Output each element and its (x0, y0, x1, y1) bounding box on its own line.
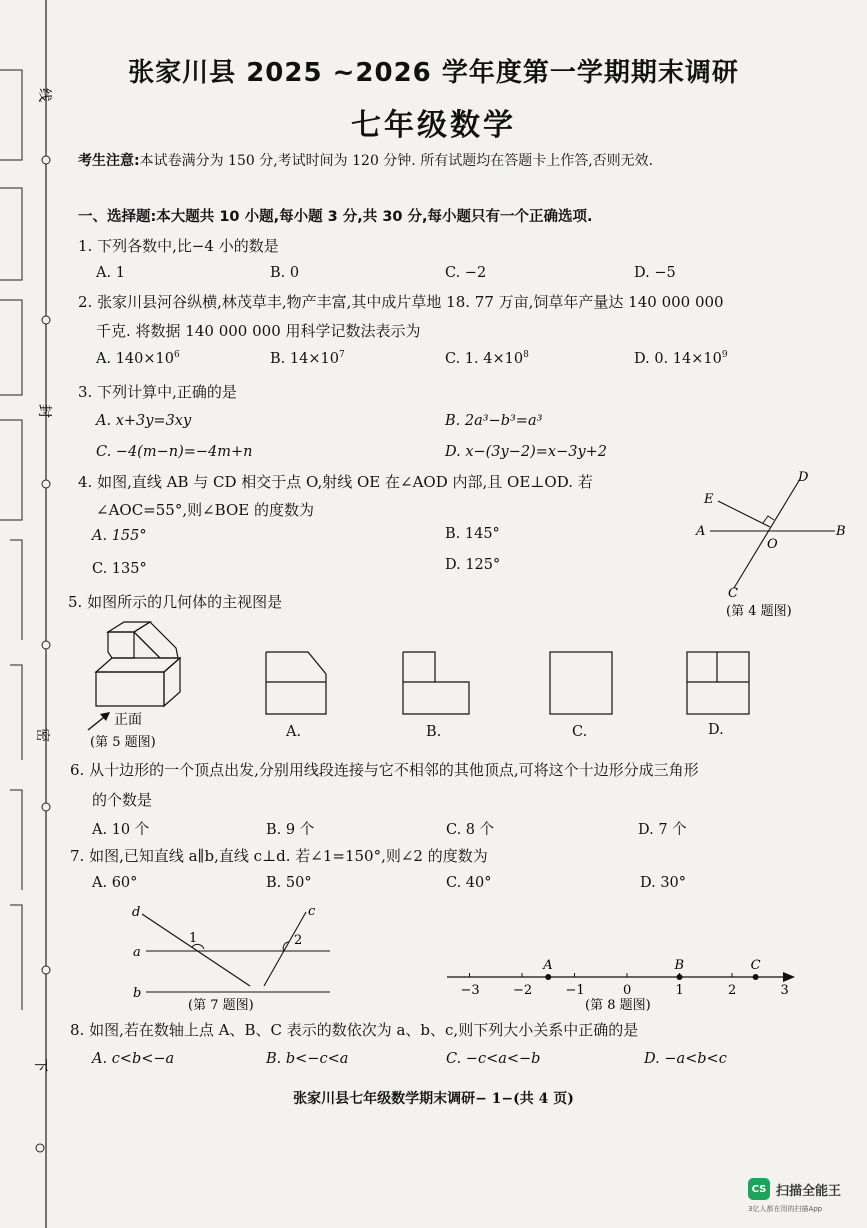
q7-option-b: B. 50° (266, 875, 312, 891)
q2-option-b: B. $14\times 10^7$ (270, 350, 345, 367)
q5-solid-figure (84, 618, 194, 750)
q7-caption: (第 7 题图) (188, 998, 254, 1013)
q6-stem-line1: 6. 从十边形的一个顶点出发,分别用线段连接与它不相邻的其他顶点,可将这个十边形分成三角形 (70, 761, 699, 779)
q8-point-b (677, 974, 683, 980)
q1-option-b: B. 0 (270, 265, 300, 281)
q8-option-d: D. −a<b<c (644, 1051, 727, 1067)
q4-label-c: C (728, 586, 738, 601)
q8-option-b: B. b<−c<a (266, 1051, 349, 1067)
q7-option-d: D. 30° (640, 875, 687, 891)
q3-option-a: A. x+3y=3xy (96, 413, 192, 429)
q3-stem: 3. 下列计算中,正确的是 (78, 383, 237, 401)
q8-point-label-b: B (674, 958, 685, 973)
q7-angle-1: 1 (189, 931, 198, 946)
q4-stem-line1: 4. 如图,直线 AB 与 CD 相交于点 O,射线 OE 在∠AOD 内部,且 OE⊥OD. 若 (78, 473, 593, 491)
notice-text: 本试卷满分为 150 分,考试时间为 120 分钟. 所有试题均在答题卡上作答,否则无效. (139, 153, 654, 169)
q5-stem: 5. 如图所示的几何体的主视图是 (68, 593, 283, 611)
q4-option-a: A. 155° (92, 528, 147, 544)
q8-tick-label: −3 (460, 983, 480, 998)
binding-feng: 封 (36, 404, 52, 418)
q4-option-c: C. 135° (92, 561, 147, 577)
q4-label-o: O (767, 537, 778, 552)
binding-xia: 下 (32, 1058, 48, 1072)
q8-tick-label: 2 (728, 983, 737, 998)
q1-stem: 1. 下列各数中,比−4 小的数是 (78, 237, 279, 255)
q4-option-d: D. 125° (445, 557, 501, 573)
q6-option-b: B. 9 个 (266, 822, 315, 838)
q8-tick-label: 3 (780, 983, 789, 998)
q4-label-d: D (798, 470, 809, 485)
section-1-heading: 一、选择题:本大题共 10 小题,每小题 3 分,共 30 分,每小题只有一个正确选项. (78, 209, 593, 225)
q5-caption: (第 5 题图) (90, 735, 156, 750)
q2-stem-line2: 千克. 将数据 140 000 000 用科学记数法表示为 (96, 322, 421, 340)
binding-margin (0, 0, 70, 1228)
q7-label-d: d (132, 905, 141, 920)
q7-angle-2: 2 (294, 933, 303, 948)
q1-option-c: C. −2 (445, 265, 487, 281)
q7-stem: 7. 如图,已知直线 a∥b,直线 c⊥d. 若∠1=150°,则∠2 的度数为 (70, 847, 488, 865)
q7-option-a: A. 60° (92, 875, 138, 891)
q8-stem: 8. 如图,若在数轴上点 A、B、C 表示的数依次为 a、b、c,则下列大小关系中正确的是 (70, 1021, 639, 1039)
q4-figure (690, 465, 855, 620)
app-tagline: 3亿人都在用的扫描App (748, 1205, 823, 1213)
q4-label-b: B (836, 524, 846, 539)
binding-mi: 密 (34, 728, 50, 742)
page-footer: 张家川县七年级数学期末调研− 1−(共 4 页) (293, 1091, 574, 1107)
q8-tick-label: 1 (675, 983, 684, 998)
q4-option-b: B. 145° (445, 526, 500, 542)
q6-option-d: D. 7 个 (638, 822, 687, 838)
q2-option-c: C. 1. $4\times 10^8$ (445, 350, 529, 367)
q5-option-a: A. (286, 724, 302, 740)
q2-option-a: A. $140\times 10^6$ (96, 350, 180, 367)
q1-option-a: A. 1 (96, 265, 125, 281)
q6-option-a: A. 10 个 (92, 822, 150, 838)
q8-point-label-c: C (750, 958, 761, 973)
scanner-app-logo (748, 1178, 841, 1200)
q5-choice-a-figure (264, 650, 330, 718)
q4-caption: (第 4 题图) (726, 604, 792, 619)
q8-point-c (753, 974, 759, 980)
q7-option-c: C. 40° (446, 875, 492, 891)
q8-tick-label: −1 (565, 983, 585, 998)
q8-point-label-a: A (543, 958, 553, 973)
q5-choice-c-figure (548, 650, 616, 718)
q7-label-c: c (308, 904, 316, 919)
q4-label-e: E (704, 492, 714, 507)
q4-stem-line2: ∠AOC=55°,则∠BOE 的度数为 (96, 501, 314, 519)
q6-stem-line2: 的个数是 (92, 791, 153, 809)
q3-option-d: D. x−(3y−2)=x−3y+2 (445, 444, 608, 460)
q8-option-c: C. −c<a<−b (446, 1051, 541, 1067)
q8-number-line (445, 952, 803, 1020)
exam-subject: 七年级数学 (351, 108, 516, 143)
q8-tick-label: −2 (513, 983, 533, 998)
q7-figure (128, 900, 343, 1018)
q3-option-c: C. −4(m−n)=−4m+n (96, 444, 253, 460)
exam-notice (78, 150, 653, 170)
q2-option-d: D. 0. $14\times 10^9$ (634, 350, 728, 367)
exam-title: 张家川县 2025 ~2026 学年度第一学期期末调研 (128, 58, 739, 88)
q5-option-b: B. (426, 724, 442, 740)
q8-tick-label: 0 (623, 983, 632, 998)
app-icon: CS (748, 1178, 770, 1200)
q3-option-b: B. 2a³−b³=a³ (445, 413, 543, 429)
q7-label-b: b (133, 986, 142, 1001)
q8-option-a: A. c<b<−a (92, 1051, 175, 1067)
q5-choice-b-figure (401, 650, 473, 718)
binding-xian: 线 (36, 88, 52, 102)
q7-label-a: a (133, 945, 141, 960)
q5-front-label: 正面 (114, 712, 142, 728)
q5-option-c: C. (572, 724, 588, 740)
q6-option-c: C. 8 个 (446, 822, 495, 838)
q4-label-a: A (696, 524, 706, 539)
q5-choice-d-figure (685, 650, 753, 718)
q1-option-d: D. −5 (634, 265, 676, 281)
q2-stem-line1: 2. 张家川县河谷纵横,林茂草丰,物产丰富,其中成片草地 18. 77 万亩,饲草年产量达 140 000 000 (78, 293, 724, 311)
q5-option-d: D. (708, 722, 724, 738)
q8-caption: (第 8 题图) (585, 998, 651, 1013)
q8-point-a (545, 974, 551, 980)
notice-label: 考生注意: (78, 153, 140, 169)
app-name: 扫描全能王 (776, 1183, 842, 1199)
